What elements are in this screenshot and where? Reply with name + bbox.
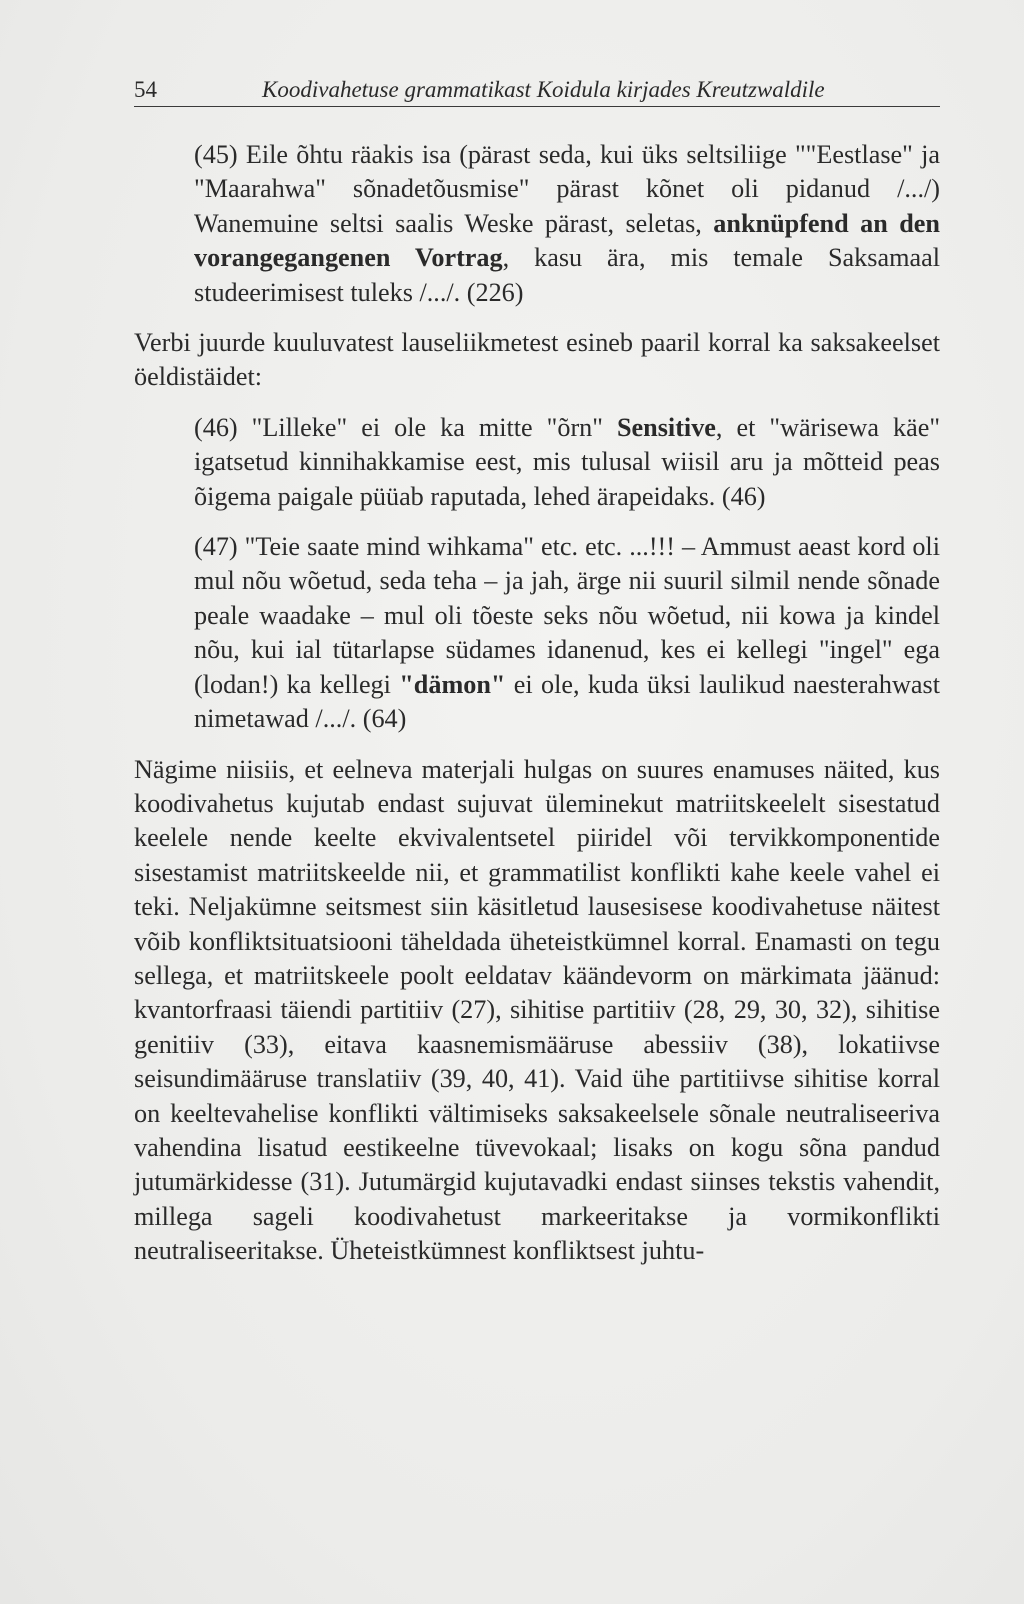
example-45-text-b: , kasu ära, mis temale Saksamaal studeerimisest tuleks /.../. (226)	[194, 243, 940, 307]
example-45	[194, 138, 940, 310]
example-46-text-a: (46) "Lilleke" ei ole ka mitte "õrn"	[194, 412, 617, 442]
example-47-text-a: (47) "Teie saate mind wihkama" etc. etc. ...!!! – Ammust aeast kord oli mul nõu wõetud, seda teha – ja jah, ärge nii suuril silmil nende sõnade peale waadake – mul oli tõeste seks nõu wõetud, nii kowa ja kindel nõu, kui ial tütarlapse südames idanenud, kes ei kellegi "ingel" ega (lodan!) ka kellegi	[194, 532, 940, 699]
paragraph-conclusion: Nägime niisiis, et eelneva materjali hulgas on suures enamuses näited, kus koodivahetus kujutab endast sujuvat üleminekut matriitskeelelt sisestatud keelele nende keelte ekvivalentsetel piiridel või tervikkomponentide sisestamist matriitskeelde nii, et grammatilist konflikti kahe keele vahel ei teki. Neljakümne seitsmest siin käsitletud lausesisese koodivahetuse näitest võib konfliktsituatsiooni täheldada üheteistkümnel korral. Enamasti on tegu sellega, et matriitskeele poolt eeldatav käändevorm on märkimata jäänud: kvantorfraasi täiendi partitiiv (27), sihitise partitiiv (28, 29, 30, 32), sihitise genitiiv (33), eitava kaasnemismääruse abessiiv (38), lokatiivse seisundimääruse translatiiv (39, 40, 41). Vaid ühe partitiivse sihitise korral on keeltevahelise konflikti vältimiseks saksakeelsele sõnale neutraliseeriva vahendina lisatud eestikeelne tüvevokaal; lisaks on kogu sõna pandud jutumärkidesse (31). Jutumärgid kujutavadki endast siinses tekstis vahendit, millega sageli koodivahetust markeeritakse ja vormikonflikti neutraliseeritakse. Üheteistkümnest konfliktsest juhtu-	[134, 754, 940, 1266]
running-header	[134, 74, 940, 107]
running-title: Koodivahetuse grammatikast Koidula kirjades Kreutzwaldile	[262, 77, 825, 102]
body-text	[134, 138, 940, 1269]
example-46	[194, 411, 940, 514]
example-45-german-phrase: anknüpfend an den vorangegangenen Vortrag	[194, 208, 940, 273]
example-47	[194, 530, 940, 736]
example-46-text-b: , et "wärisewa käe" igatsetud kinnihakkamise eest, mis tulusal wiisil aru ja mõtteid peas õigema paigale püüab raputada, lehed ärapeidaks. (46)	[194, 412, 941, 511]
paragraph-verb-complements: Verbi juurde kuuluvatest lauseliikmetest esineb paaril korral ka saksakeelset öeldistäidet:	[134, 328, 940, 392]
example-46-german-word: Sensitive	[616, 412, 716, 442]
page-number: 54	[134, 77, 157, 102]
example-45-text-a: (45) Eile õhtu räakis isa (pärast seda, kui üks seltsiliige ""Eestlase" ja "Maarahwa" sõnadetõusmise" pärast kõnet oli pidanud /.../) Wanemuine seltsi saalis Weske pärast, seletas,	[194, 140, 940, 238]
example-47-text-b: ei ole, kuda üksi laulikud naesterahwast nimetawad /.../. (64)	[194, 669, 940, 734]
example-47-german-word: "dämon"	[399, 669, 506, 699]
